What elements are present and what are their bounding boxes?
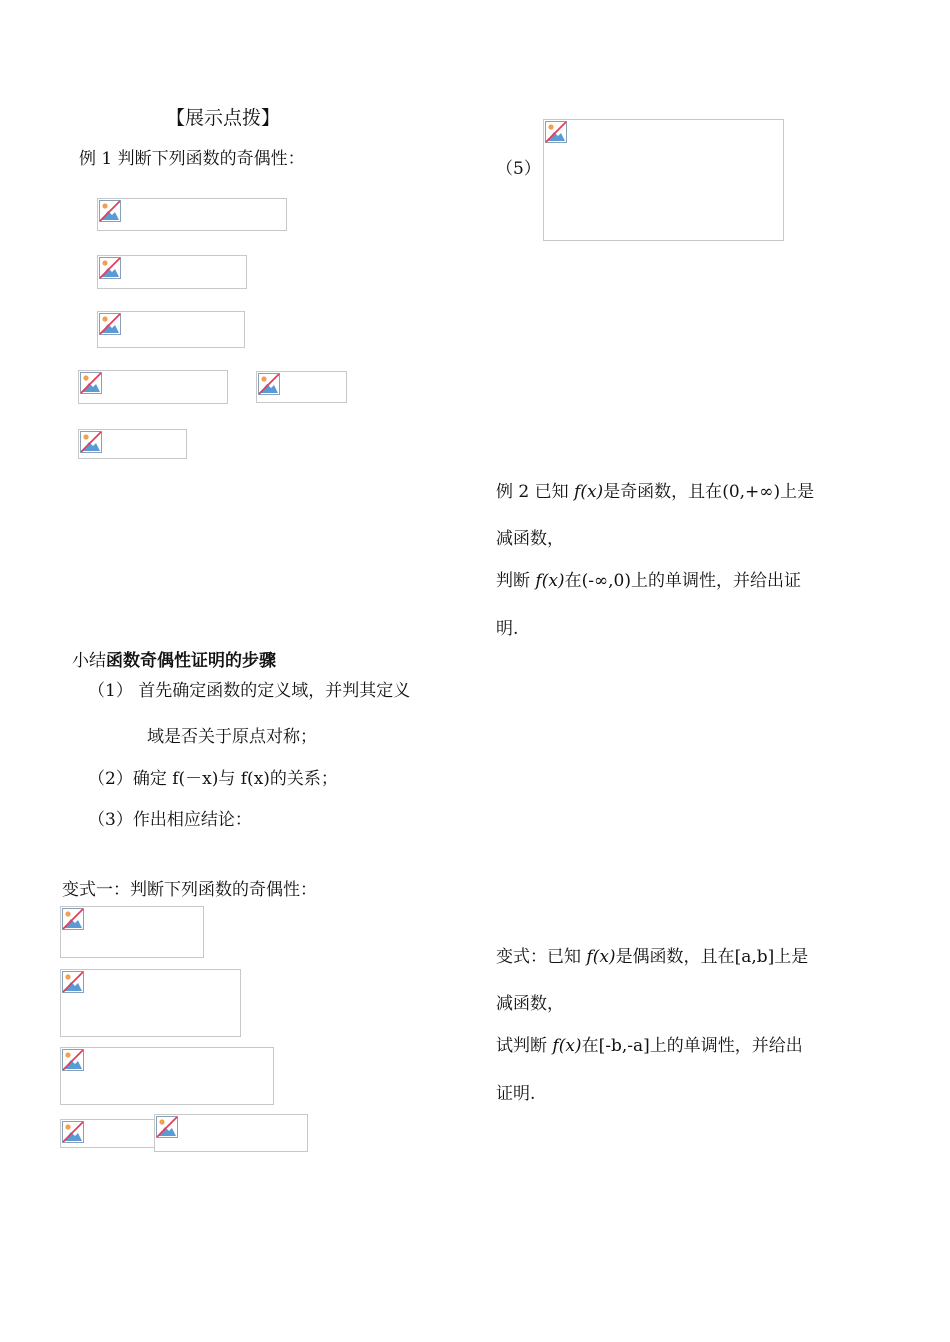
example-2-line-3-fx: f(x) [535,571,565,591]
broken-image-icon [62,971,84,993]
example-2-line-2: 减函数， [496,529,564,549]
step-1-line-2: 域是否关于原点对称； [147,727,317,747]
variant-formula-image-5 [154,1114,308,1152]
broken-image-icon [545,121,567,143]
step-1-line-1: （1） 首先确定函数的定义域，并判其定义 [88,681,411,701]
broken-image-icon [258,373,280,395]
broken-image-icon [99,257,121,279]
broken-image-icon [80,431,102,453]
broken-image-icon [80,372,102,394]
broken-image-icon [99,313,121,335]
example-2-line-3-interval: (-∞,0) [581,571,631,591]
example-1-heading: 例 1 判断下列函数的奇偶性： [79,149,305,169]
variant-end: 上是 [774,947,809,967]
item-5-label: （5） [496,159,541,179]
broken-image-icon [62,908,84,930]
example-2-interval: (0,+∞) [722,482,781,502]
example-2-line-3-prefix: 判断 [496,571,530,591]
variant-interval: [a,b] [734,947,775,967]
formula-image-2 [97,255,247,289]
variant-formula-image-2 [60,969,241,1037]
step-3: （3）作出相应结论： [88,810,252,830]
variant-formula-image-3 [60,1047,274,1105]
variant-line-4: 证明. [496,1084,536,1104]
example-2-prefix: 例 2 已知 [496,482,569,502]
example-2-line-3-mid: 在 [564,571,582,591]
summary-heading [72,651,276,671]
formula-image-4b [256,371,347,403]
example-2-fx: f(x) [574,482,604,502]
variant-line-3-end: 上的单调性，并给出 [649,1036,803,1056]
formula-image-4 [78,370,228,404]
variant-formula-image-1 [60,906,204,958]
variant-line-3 [496,1036,803,1056]
formula-image-5 [78,429,187,459]
variant-fx: f(x) [586,947,616,967]
variant-1-heading: 变式一：判断下列函数的奇偶性： [62,880,317,900]
broken-image-icon [62,1049,84,1071]
summary-title: 函数奇偶性证明的步骤 [106,651,276,671]
formula-image-1 [97,198,287,231]
variant-mid: 是偶函数，且在 [615,947,735,967]
broken-image-icon [62,1121,84,1143]
summary-prefix: 小结 [72,651,106,671]
example-2-line-4: 明. [496,619,519,639]
variant-formula-image-4 [60,1119,156,1148]
example-2-end: 上是 [780,482,815,502]
variant-line-3-prefix: 试判断 [496,1036,547,1056]
variant-prefix: 变式：已知 [496,947,581,967]
example-2-line-3-end: 上的单调性，并给出证 [630,571,801,591]
variant-line-1 [496,947,808,967]
broken-image-icon [99,200,121,222]
example-2-line-1 [496,482,814,502]
variant-line-2: 减函数， [496,994,564,1014]
variant-line-3-fx: f(x) [552,1036,582,1056]
broken-image-icon [156,1116,178,1138]
example-2-line-3 [496,571,801,591]
formula-image-item-5 [543,119,784,241]
variant-line-3-mid: 在 [581,1036,599,1056]
example-2-mid: 是奇函数，且在 [603,482,723,502]
variant-line-3-interval: [-b,-a] [598,1036,650,1056]
section-title: 【展示点拨】 [166,107,281,129]
formula-image-3 [97,311,245,348]
step-2: （2）确定 f(－x)与 f(x)的关系； [88,769,338,789]
